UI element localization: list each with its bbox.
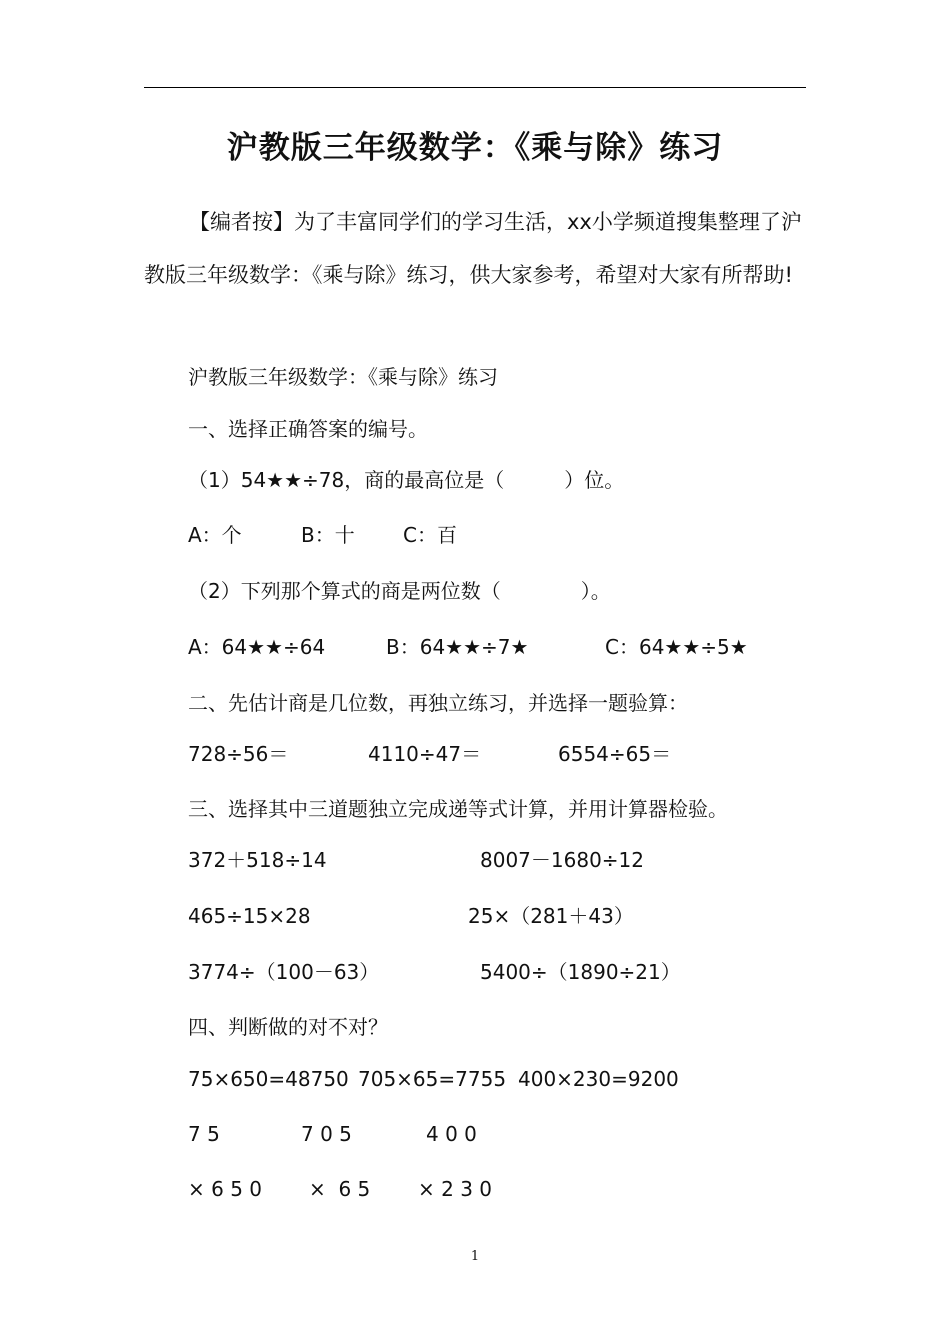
calc-row3-left: 3774÷（100－63）: [188, 960, 380, 984]
equation-3: 400×230=9200: [518, 1067, 679, 1091]
vertical-2-top: 7 0 5: [301, 1122, 352, 1146]
vertical-3-top: 4 0 0: [426, 1122, 477, 1146]
section1-heading: 一、选择正确答案的编号。: [188, 417, 428, 441]
equation-1: 75×650=48750: [188, 1067, 349, 1091]
vertical-1-top: 7 5: [188, 1122, 220, 1146]
document-title: 沪教版三年级数学：《乘与除》练习: [226, 130, 724, 166]
equation-2: 705×65=7755: [358, 1067, 507, 1091]
calc-row3-right: 5400÷（1890÷21）: [480, 960, 681, 984]
question-1: （1）54★★÷78，商的最高位是（ ）位。: [188, 468, 625, 492]
section4-heading: 四、判断做的对不对？: [188, 1015, 388, 1039]
vertical-1-multiplier: × 6 5 0: [188, 1177, 263, 1201]
estimate-item-1: 728÷56＝: [188, 742, 289, 766]
vertical-2-multiplier: × 6 5: [309, 1177, 371, 1201]
subtitle: 沪教版三年级数学：《乘与除》练习: [188, 365, 498, 389]
calc-row2-right: 25×（281＋43）: [468, 904, 634, 928]
q2-option-a: A：64★★÷64: [188, 635, 326, 659]
estimate-item-3: 6554÷65＝: [558, 742, 672, 766]
q2-option-b: B：64★★÷7★: [386, 635, 529, 659]
estimate-item-2: 4110÷47＝: [368, 742, 482, 766]
section3-heading: 三、选择其中三道题独立完成递等式计算，并用计算器检验。: [188, 797, 728, 821]
q2-option-c: C：64★★÷5★: [605, 635, 748, 659]
question-2: （2）下列那个算式的商是两位数（ ）。: [188, 579, 611, 603]
vertical-3-multiplier: × 2 3 0: [418, 1177, 493, 1201]
q1-option-a: A：个: [188, 523, 242, 547]
calc-row1-right: 8007－1680÷12: [480, 848, 645, 872]
section2-heading: 二、先估计商是几位数，再独立练习，并选择一题验算：: [188, 691, 688, 715]
q1-option-c: C：百: [403, 523, 457, 547]
intro-paragraph: 【编者按】为了丰富同学们的学习生活，xx小学频道搜集整理了沪教版三年级数学：《乘与除》练习，供大家参考，希望对大家有所帮助!: [144, 210, 802, 287]
calc-row1-left: 372＋518÷14: [188, 848, 327, 872]
page-number: 1: [470, 1249, 480, 1264]
q1-option-b: B：十: [301, 523, 355, 547]
calc-row2-left: 465÷15×28: [188, 904, 311, 928]
header-rule: [144, 87, 806, 88]
